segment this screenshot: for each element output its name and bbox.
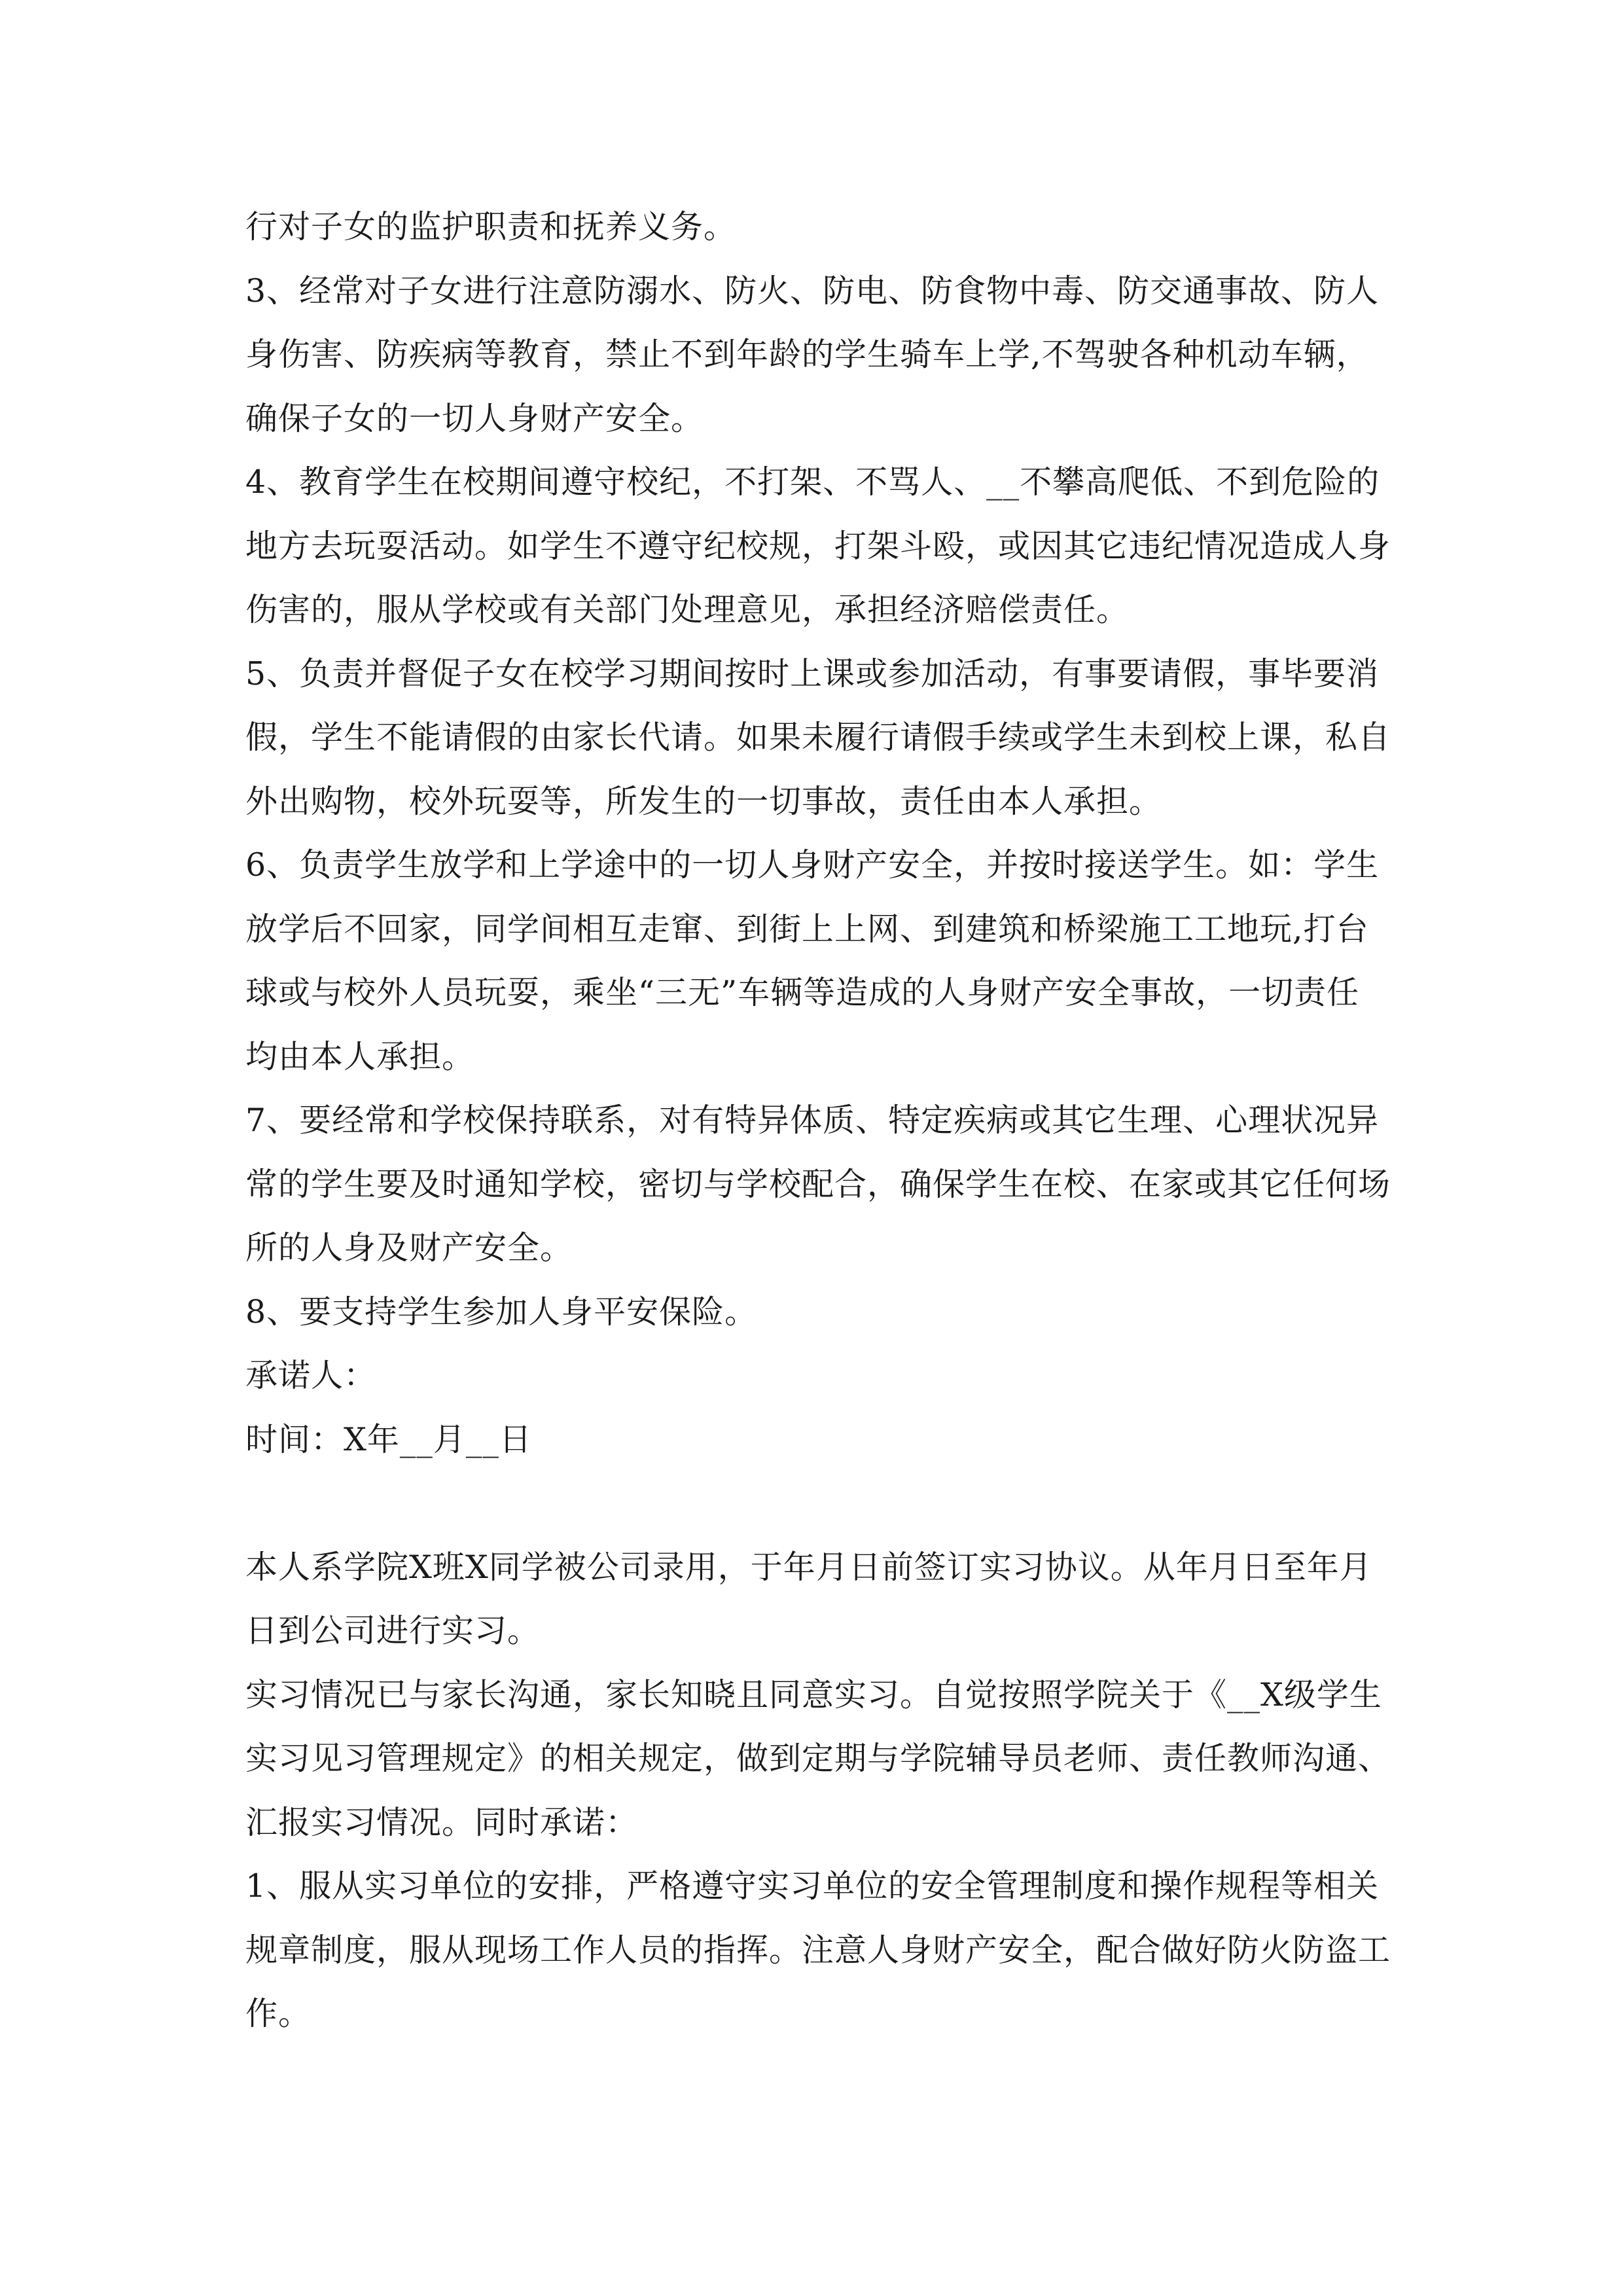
- text-line: 实习见习管理规定》的相关规定，做到定期与学院辅导员老师、责任教师沟通、: [245, 1740, 1391, 1777]
- document-body: [245, 195, 1397, 2046]
- text-line: 身伤害、防疾病等教育，禁止不到年龄的学生骑车上学,不驾驶各种机动车辆，: [245, 336, 1369, 373]
- text-line: 本人系学院X班X同学被公司录用，于年月日前签订实习协议。从年月日至年月: [245, 1548, 1372, 1586]
- text-line: 汇报实习情况。同时承诺：: [245, 1803, 639, 1841]
- text-line: 行对子女的监护职责和抚养义务。: [245, 208, 737, 245]
- section-gap: [245, 1471, 1397, 1535]
- date-line: 时间：X年__月__日: [245, 1420, 532, 1458]
- signatory-label: 承诺人：: [245, 1357, 377, 1394]
- text-line: 4、教育学生在校期间遵守校纪，不打架、不骂人、__不攀高爬低、不到危险的: [245, 463, 1380, 501]
- text-line: 外出购物，校外玩耍等，所发生的一切事故，责任由本人承担。: [245, 782, 1162, 820]
- text-line: 均由本人承担。: [245, 1037, 475, 1075]
- text-line: 6、负责学生放学和上学途中的一切人身财产安全，并按时接送学生。如：学生: [245, 846, 1380, 884]
- text-line: 作。: [245, 1995, 312, 2032]
- text-line: 确保子女的一切人身财产安全。: [245, 399, 704, 437]
- text-line: 球或与校外人员玩耍，乘坐“三无”车辆等造成的人身财产安全事故，一切责任: [245, 974, 1360, 1011]
- text-line: 常的学生要及时通知学校，密切与学校配合，确保学生在校、在家或其它任何场: [245, 1165, 1391, 1203]
- text-line: 假，学生不能请假的由家长代请。如果未履行请假手续或学生未到校上课，私自: [245, 719, 1391, 756]
- text-line: 放学后不回家，同学间相互走窜、到街上上网、到建筑和桥梁施工工地玩,打台: [245, 910, 1369, 948]
- text-line: 规章制度，服从现场工作人员的指挥。注意人身财产安全，配合做好防火防盗工: [245, 1931, 1391, 1969]
- text-line: 伤害的，服从学校或有关部门处理意见，承担经济赔偿责任。: [245, 591, 1130, 628]
- text-line: 8、要支持学生参加人身平安保险。: [245, 1293, 758, 1331]
- text-line: 日到公司进行实习。: [245, 1612, 541, 1649]
- text-line: 3、经常对子女进行注意防溺水、防火、防电、防食物中毒、防交通事故、防人: [245, 272, 1380, 310]
- text-line: 5、负责并督促子女在校学习期间按时上课或参加活动，有事要请假，事毕要消: [245, 655, 1380, 692]
- text-line: 7、要经常和学校保持联系，对有特异体质、特定疾病或其它生理、心理状况异: [245, 1102, 1380, 1139]
- text-line: 实习情况已与家长沟通，家长知晓且同意实习。自觉按照学院关于《__X级学生: [245, 1676, 1382, 1713]
- text-line: 地方去玩耍活动。如学生不遵守纪校规，打架斗殴，或因其它违纪情况造成人身: [245, 527, 1391, 565]
- text-line: 1、服从实习单位的安排，严格遵守实习单位的安全管理制度和操作规程等相关: [245, 1867, 1380, 1905]
- text-line: 所的人身及财产安全。: [245, 1229, 573, 1266]
